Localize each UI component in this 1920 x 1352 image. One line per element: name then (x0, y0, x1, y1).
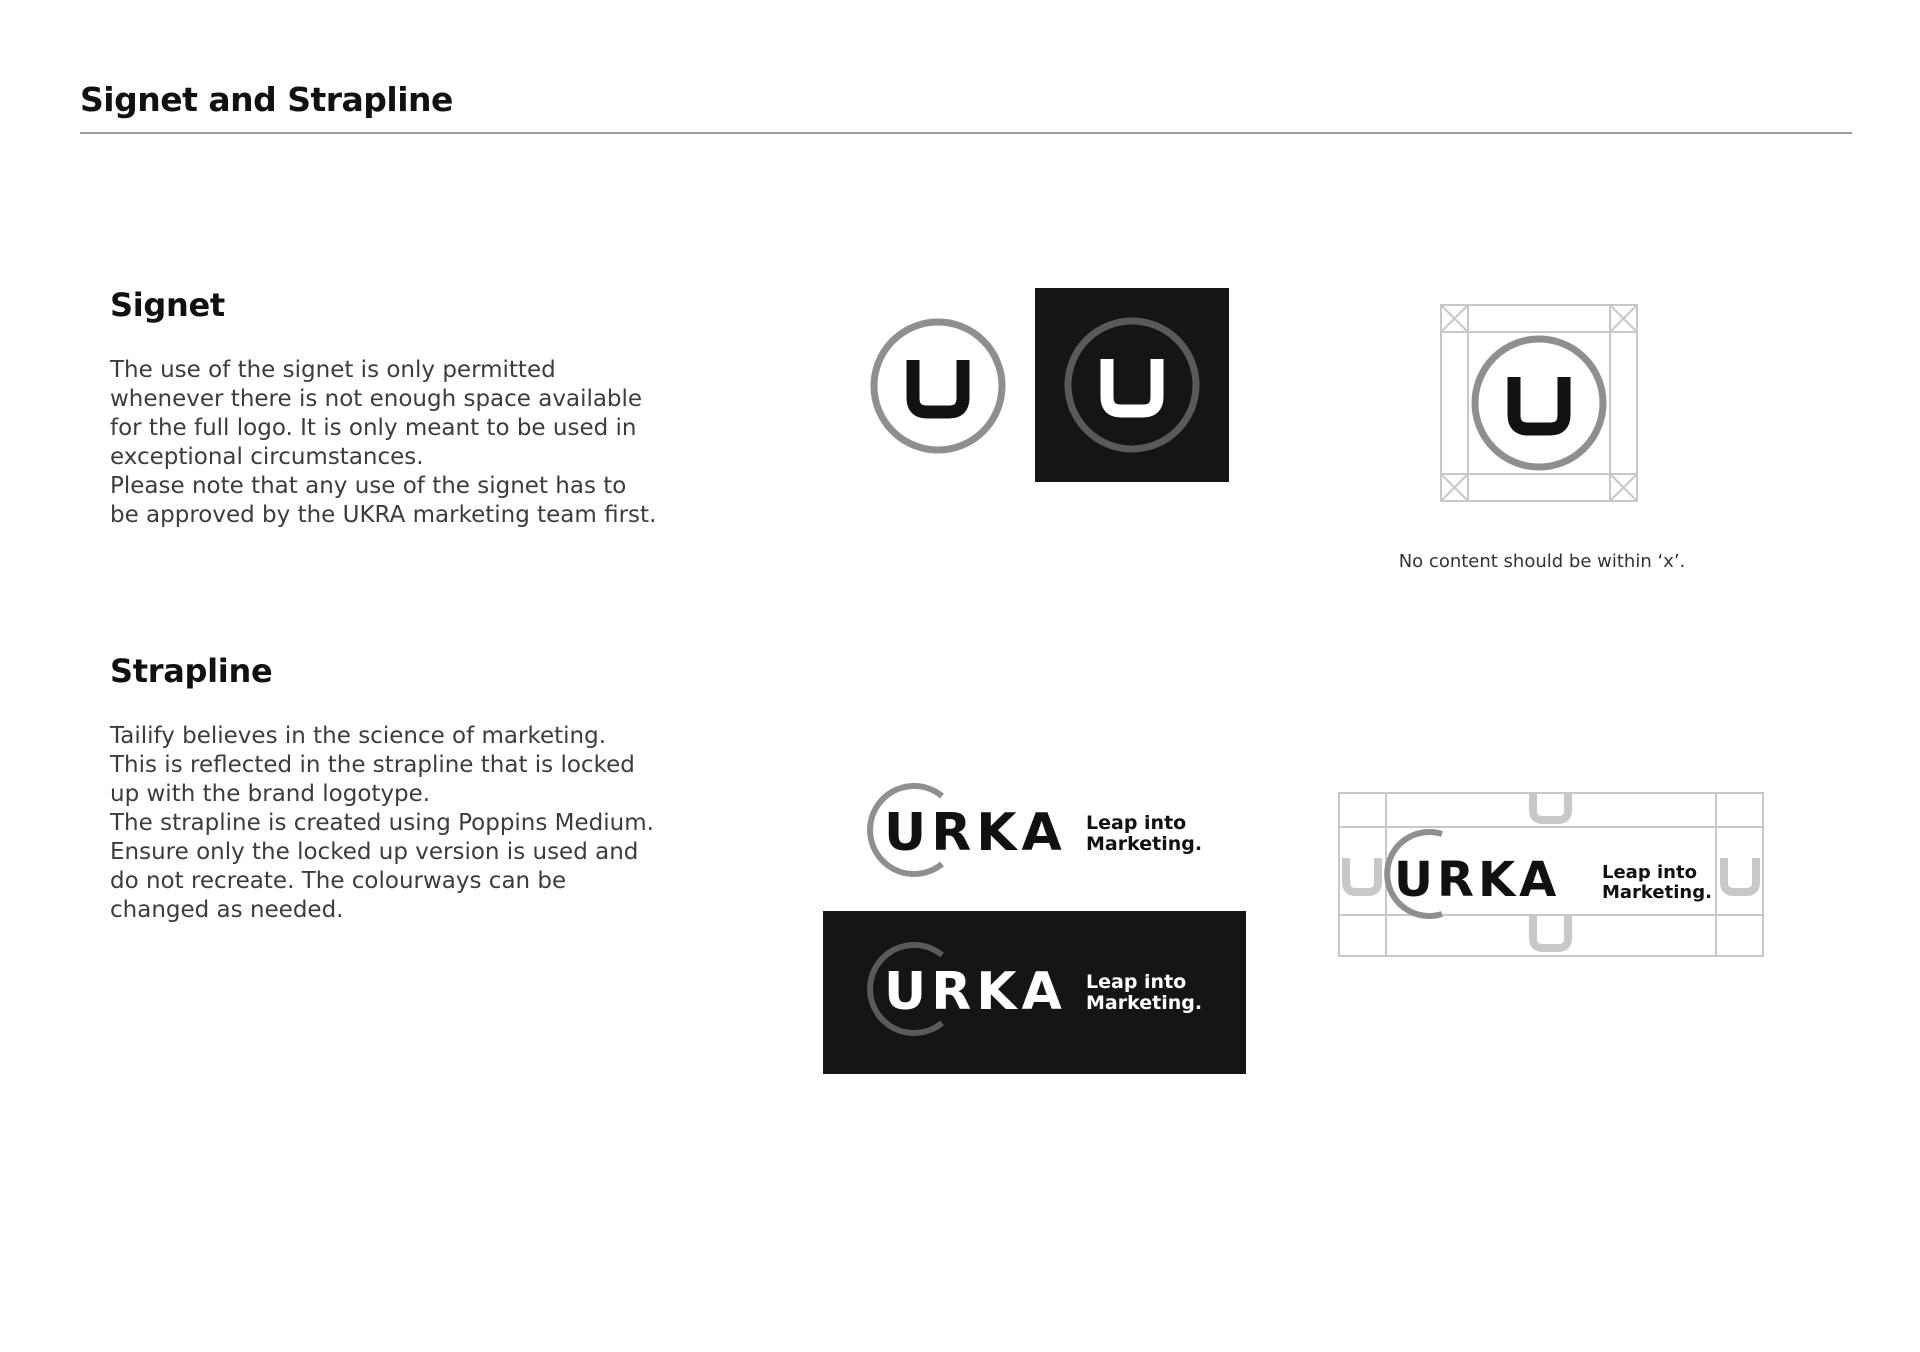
signet-description (110, 356, 700, 530)
signet-on-dark (1062, 315, 1202, 455)
strapline-text-line: The strapline is created using Poppins Medium. (110, 810, 654, 836)
signet-text-line: whenever there is not enough space available (110, 386, 643, 412)
clearspace-x-marker (1610, 474, 1637, 501)
signet-text-line: be approved by the UKRA marketing team first. (110, 502, 657, 528)
strapline-text-line: Ensure only the locked up version is used and (110, 839, 639, 865)
logo-strapline-line2: Marketing. (1602, 882, 1712, 903)
logo-strapline-line1: Leap into (1602, 862, 1697, 883)
signet-ring (1068, 321, 1196, 449)
strapline-text-line: Tailify believes in the science of marketing. (110, 723, 607, 749)
signet-u-mark (1107, 359, 1157, 411)
signet-dark-panel (1035, 288, 1229, 482)
title-divider (80, 132, 1852, 134)
clearspace-caption: No content should be within ‘x’. (1398, 551, 1686, 572)
clearspace-x-marker (1610, 305, 1637, 332)
strapline-clearspace-diagram (1338, 790, 1768, 958)
clearspace-x-marker (1441, 305, 1468, 332)
logo-strapline-line2: Marketing. (1086, 992, 1203, 1014)
signet-u-mark (1514, 377, 1564, 429)
strapline-text-line: This is reflected in the strapline that is locked (110, 752, 635, 778)
clearspace-u-marker (1724, 858, 1756, 892)
signet-on-light (868, 316, 1008, 456)
logo-wordmark: URKA (1394, 852, 1561, 908)
signet-ring (1475, 339, 1603, 467)
clearspace-x-marker (1441, 474, 1468, 501)
signet-clearspace-diagram (1440, 304, 1638, 502)
page-title: Signet and Strapline (80, 80, 453, 119)
clearspace-u-marker (1533, 915, 1568, 948)
clearspace-frame (1441, 305, 1637, 501)
strapline-description (110, 722, 700, 925)
strapline-heading: Strapline (110, 652, 273, 690)
clearspace-u-marker (1346, 858, 1378, 892)
strapline-logo-on-light (862, 782, 1222, 878)
strapline-text-line: changed as needed. (110, 897, 344, 923)
signet-text-line: for the full logo. It is only meant to be used in (110, 415, 637, 441)
signet-text-line: The use of the signet is only permitted (110, 357, 556, 383)
logo-strapline-line2: Marketing. (1086, 833, 1203, 855)
strapline-text-line: do not recreate. The colourways can be (110, 868, 567, 894)
signet-text-line: Please note that any use of the signet has to (110, 473, 627, 499)
signet-ring (874, 322, 1002, 450)
logo-wordmark: URKA (884, 803, 1067, 863)
clearspace-u-marker (1533, 793, 1568, 820)
signet-u-mark (913, 360, 963, 412)
logo-strapline-line1: Leap into (1086, 971, 1187, 993)
signet-text-line: exceptional circumstances. (110, 444, 424, 470)
logo-wordmark: URKA (884, 962, 1067, 1022)
strapline-dark-panel (823, 911, 1246, 1074)
strapline-logo-on-dark (862, 941, 1222, 1037)
logo-strapline-line1: Leap into (1086, 812, 1187, 834)
signet-heading: Signet (110, 286, 225, 324)
strapline-text-line: up with the brand logotype. (110, 781, 431, 807)
